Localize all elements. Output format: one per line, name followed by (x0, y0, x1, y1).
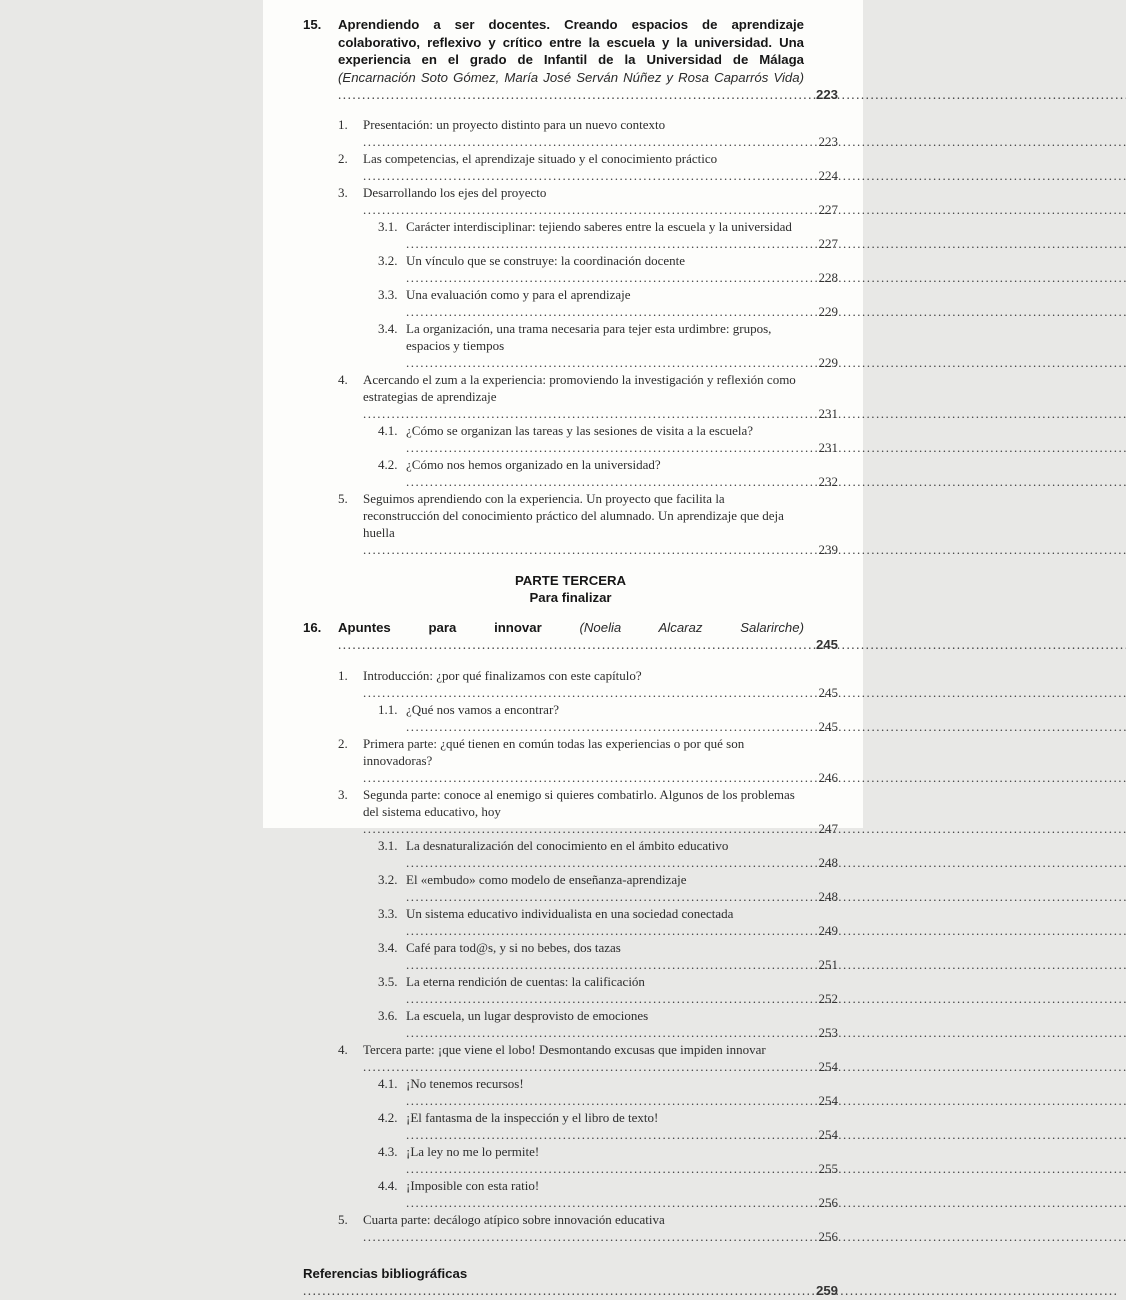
entry-page: 253 (818, 1024, 838, 1040)
entry-title: ¡Imposible con esta ratio! ..... (406, 1177, 804, 1211)
entry-number: 3. (338, 786, 348, 802)
entry-title: Café para tod@s, y si no bebes, dos tazas ..... (406, 939, 804, 973)
entry-number: 5. (338, 1211, 348, 1227)
toc-entry (303, 939, 838, 973)
entry-page: 245 (818, 684, 838, 700)
entry-page: 251 (818, 956, 838, 972)
entry-title: ¿Qué nos vamos a encontrar? ..... (406, 701, 804, 735)
toc-entry (303, 667, 838, 701)
entry-number: 3.6. (378, 1007, 398, 1023)
toc-entry (303, 871, 838, 905)
entry-page: 239 (818, 541, 838, 557)
entry-title: Seguimos aprendiendo con la experiencia. Un proyecto que facilita la reconstrucción del conocimiento práctico del alumnado. Un aprendizaje que deja huella ..... (363, 490, 804, 558)
entry-number: 2. (338, 150, 348, 166)
toc-entry (303, 701, 838, 735)
toc-entry (303, 286, 838, 320)
chapter-title: Aprendiendo a ser docentes. Creando espacios de aprendizaje colaborativo, reflexivo y crítico entre la escuela y la universidad. Una experiencia en el grado de Infantil de la Universidad de Málaga (338, 17, 804, 67)
toc-entry (303, 1177, 838, 1211)
toc-entry (303, 735, 838, 786)
toc-entry (303, 422, 838, 456)
toc-entry (303, 1075, 838, 1109)
chapter-number: 15. (303, 17, 322, 32)
entry-page: 259 (815, 1283, 838, 1298)
entry-page: 223 (818, 133, 838, 149)
entry-title: La desnaturalización del conocimiento en el ámbito educativo ..... (406, 837, 804, 871)
entry-number: 4.3. (378, 1143, 398, 1159)
entry-title: Acercando el zum a la experiencia: promoviendo la investigación y reflexión como estrategias de aprendizaje ..... (363, 371, 804, 422)
toc-entry (303, 490, 838, 558)
entry-number: 3.3. (378, 286, 398, 302)
entry-number: 4.1. (378, 1075, 398, 1091)
entry-number: 1.1. (378, 701, 398, 717)
toc-entry (303, 786, 838, 837)
entry-page: 228 (818, 269, 838, 285)
entry-title: Las competencias, el aprendizaje situado y el conocimiento práctico ..... (363, 150, 804, 184)
entry-title: El «embudo» como modelo de enseñanza-aprendizaje ..... (406, 871, 804, 905)
entry-page: 254 (818, 1058, 838, 1074)
toc-chapter-15 (303, 16, 838, 104)
entry-page: 246 (818, 769, 838, 785)
toc-entry (303, 905, 838, 939)
toc-entry (303, 1109, 838, 1143)
entry-title: La organización, una trama necesaria para tejer esta urdimbre: grupos, espacios y tiempos ..... (406, 320, 804, 371)
entry-title: ¡El fantasma de la inspección y el libro de texto! ..... (406, 1109, 804, 1143)
toc-chapter-16 (303, 619, 838, 654)
entry-page: 229 (818, 354, 838, 370)
entry-title: Un vínculo que se construye: la coordinación docente ..... (406, 252, 804, 286)
entry-page: 249 (818, 922, 838, 938)
entry-number: 4. (338, 371, 348, 387)
entry-title: Un sistema educativo individualista en una sociedad conectada ..... (406, 905, 804, 939)
entry-number: 4.2. (378, 1109, 398, 1125)
entry-number: 3.4. (378, 939, 398, 955)
entry-title: Desarrollando los ejes del proyecto ..... (363, 184, 804, 218)
toc-entry (303, 252, 838, 286)
entry-page: 255 (818, 1160, 838, 1176)
references-label: Referencias bibliográficas (303, 1265, 468, 1281)
entry-page: 252 (818, 990, 838, 1006)
entry-page: 227 (818, 201, 838, 217)
toc-entry (303, 116, 838, 150)
entry-number: 3.2. (378, 252, 398, 268)
toc-entry (303, 371, 838, 422)
toc-entry (303, 456, 838, 490)
entry-number: 3.1. (378, 218, 398, 234)
entry-page: 256 (818, 1194, 838, 1210)
entry-title: ¿Cómo se organizan las tareas y las sesiones de visita a la escuela? ..... (406, 422, 804, 456)
entry-page: 245 (815, 637, 838, 652)
entry-title: ¡La ley no me lo permite! ..... (406, 1143, 804, 1177)
entry-page: 245 (818, 718, 838, 734)
references-label-block (303, 1265, 804, 1300)
entry-title: ¡No tenemos recursos! ..... (406, 1075, 804, 1109)
entry-number: 3.4. (378, 320, 398, 336)
chapter-number: 16. (303, 619, 322, 635)
entry-page: 223 (815, 87, 838, 102)
toc-entry (303, 837, 838, 871)
entry-number: 3.2. (378, 871, 398, 887)
entry-number: 4. (338, 1041, 348, 1057)
entry-title: Tercera parte: ¡que viene el lobo! Desmontando excusas que impiden innovar ..... (363, 1041, 804, 1075)
entry-page: 231 (818, 439, 838, 455)
toc-entry (303, 184, 838, 218)
entry-page: 231 (818, 405, 838, 421)
entry-page: 232 (818, 473, 838, 489)
entry-title: Carácter interdisciplinar: tejiendo saberes entre la escuela y la universidad ..... (406, 218, 804, 252)
entry-number: 1. (338, 116, 348, 132)
entry-number: 5. (338, 490, 348, 506)
entry-number: 3.3. (378, 905, 398, 921)
toc-entry (303, 1143, 838, 1177)
entry-page: 227 (818, 235, 838, 251)
entry-page: 254 (818, 1126, 838, 1142)
entry-page: 229 (818, 303, 838, 319)
entry-number: 4.4. (378, 1177, 398, 1193)
entry-page: 247 (818, 820, 838, 836)
entry-title: La eterna rendición de cuentas: la calificación ..... (406, 973, 804, 1007)
entry-page: 224 (818, 167, 838, 183)
references-entry (303, 1265, 838, 1300)
part-heading (303, 572, 838, 607)
entry-number: 3. (338, 184, 348, 200)
entry-number: 2. (338, 735, 348, 751)
entry-title: Primera parte: ¿qué tienen en común todas las experiencias o por qué son innovadoras? ..... (363, 735, 804, 786)
entry-number: 3.5. (378, 973, 398, 989)
entry-number: 1. (338, 667, 348, 683)
entry-title: Segunda parte: conoce al enemigo si quieres combatirlo. Algunos de los problemas del sistema educativo, hoy ..... (363, 786, 804, 837)
entry-page: 254 (818, 1092, 838, 1108)
toc-entry (303, 150, 838, 184)
entry-number: 4.1. (378, 422, 398, 438)
chapter-authors: (Encarnación Soto Gómez, María José Serván Núñez y Rosa Caparrós Vida) (338, 69, 804, 85)
entry-number: 3.1. (378, 837, 398, 853)
part-heading-title: PARTE TERCERA (514, 572, 627, 588)
entry-title: Una evaluación como y para el aprendizaje ..... (406, 286, 804, 320)
chapter-title: Apuntes para innovar (338, 619, 542, 635)
toc-entry (303, 1007, 838, 1041)
entry-title: Presentación: un proyecto distinto para un nuevo contexto ..... (363, 116, 804, 150)
entry-title: La escuela, un lugar desprovisto de emociones ..... (406, 1007, 804, 1041)
entry-title: Introducción: ¿por qué finalizamos con este capítulo? ..... (363, 667, 804, 701)
chapter-title-block (338, 619, 804, 654)
entry-page: 256 (818, 1228, 838, 1244)
chapter-authors: (Noelia Alcaraz Salarirche) (579, 619, 804, 635)
toc-entry (303, 320, 838, 371)
part-heading-subtitle: Para finalizar (529, 590, 612, 605)
chapter-title-block (338, 16, 804, 104)
entry-page: 248 (818, 888, 838, 904)
entry-number: 4.2. (378, 456, 398, 472)
entry-title: Cuarta parte: decálogo atípico sobre innovación educativa ..... (363, 1211, 804, 1245)
entry-page: 248 (818, 854, 838, 870)
toc-page (263, 0, 863, 1298)
toc-entry (303, 218, 838, 252)
toc-entry (303, 1041, 838, 1075)
toc-entry (303, 973, 838, 1007)
entry-title: ¿Cómo nos hemos organizado en la universidad? ..... (406, 456, 804, 490)
toc-entry (303, 1211, 838, 1245)
